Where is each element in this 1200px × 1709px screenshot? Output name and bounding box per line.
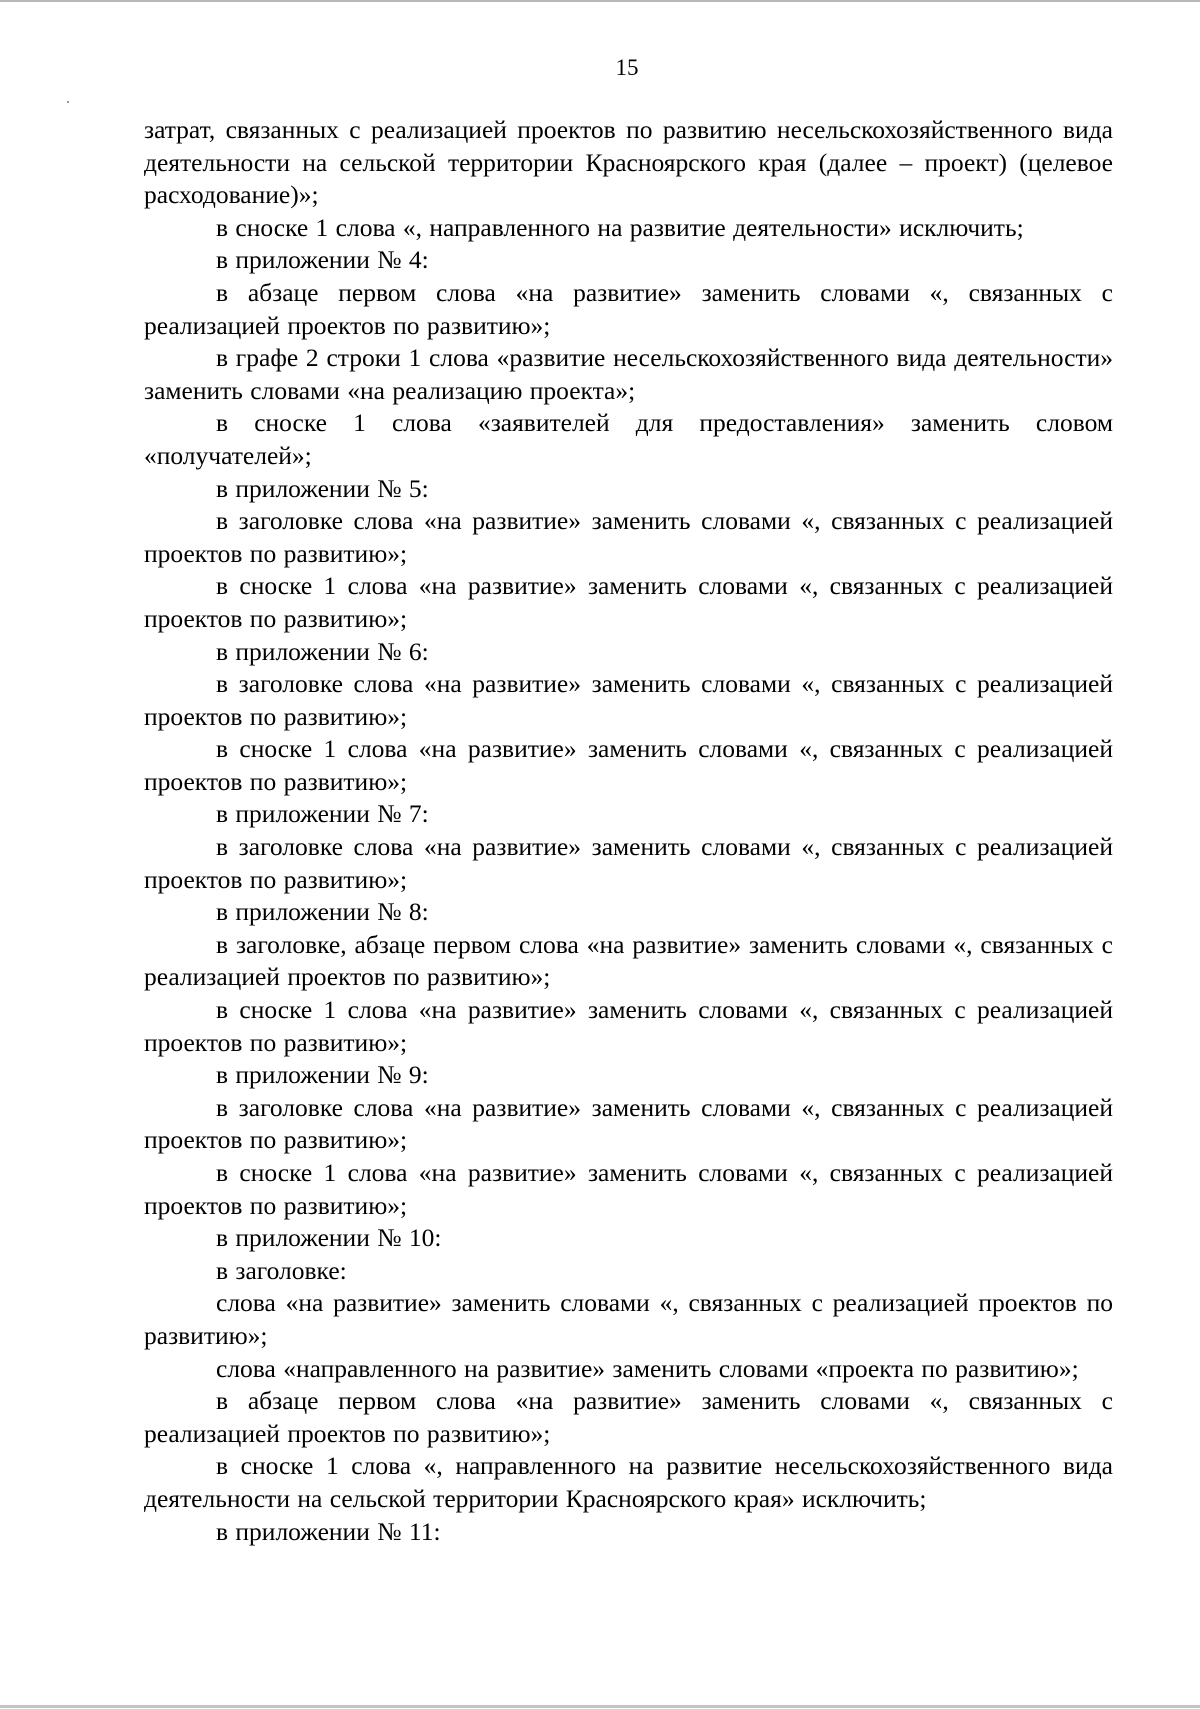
paragraph-appendix-heading: в приложении № 8: (216, 897, 429, 927)
paragraph-continuation: затрат, связанных с реализацией проектов по развитию несельскохозяйственного вида деятельности на сельской территории Красноярского края (далее – проект) (целевое расходование)»; (144, 115, 1113, 210)
paragraph: слова «на развитие» заменить словами «, связанных с реализацией проектов по развитию»; (144, 1288, 1113, 1350)
paragraph-appendix-heading: в приложении № 4: (216, 245, 429, 275)
paragraph: в сноске 1 слова «, направленного на развитие несельскохозяйственного вида деятельности на сельской территории Красноярского края» исключить; (144, 1451, 1113, 1513)
paragraph: в заголовке, абзаце первом слова «на развитие» заменить словами «, связанных с реализацией проектов по развитию»; (144, 929, 1113, 992)
paragraph-appendix-heading: в приложении № 6: (216, 636, 429, 666)
paragraph: в абзаце первом слова «на развитие» заменить словами «, связанных с реализацией проектов по развитию»; (144, 1386, 1113, 1448)
paragraph-appendix-heading: в приложении № 10: (216, 1223, 442, 1253)
paragraph: в сноске 1 слова «на развитие» заменить словами «, связанных с реализацией проектов по развитию»; (144, 995, 1113, 1057)
paragraph: в заголовке слова «на развитие» заменить словами «, связанных с реализацией проектов по развитию»; (144, 832, 1113, 894)
page-number: 15 (615, 55, 639, 80)
paragraph: в заголовке слова «на развитие» заменить словами «, связанных с реализацией проектов по развитию»; (144, 669, 1113, 731)
paragraph: в графе 2 строки 1 слова «развитие несельскохозяйственного вида деятельности» заменить словами «на реализацию проекта»; (144, 343, 1113, 405)
paragraph: в абзаце первом слова «на развитие» заменить словами «, связанных с реализацией проектов по развитию»; (144, 277, 1113, 340)
paragraph-appendix-heading: в приложении № 11: (216, 1516, 441, 1546)
paragraph: в сноске 1 слова «на развитие» заменить словами «, связанных с реализацией проектов по развитию»; (144, 571, 1113, 633)
document-body (144, 114, 1113, 1548)
paragraph-appendix-heading: в приложении № 5: (216, 473, 429, 503)
paragraph: в заголовке: (216, 1255, 347, 1285)
scan-edge-top (0, 0, 1200, 2)
scan-speck (67, 101, 69, 103)
paragraph-appendix-heading: в приложении № 7: (216, 799, 429, 829)
paragraph: в сноске 1 слова «, направленного на развитие деятельности» исключить; (216, 212, 1024, 242)
paragraph: в сноске 1 слова «на развитие» заменить словами «, связанных с реализацией проектов по развитию»; (144, 734, 1113, 796)
paragraph: в сноске 1 слова «заявителей для предоставления» заменить словом «получателей»; (144, 408, 1113, 470)
paragraph-appendix-heading: в приложении № 9: (216, 1060, 429, 1090)
paragraph: в сноске 1 слова «на развитие» заменить словами «, связанных с реализацией проектов по развитию»; (144, 1158, 1113, 1220)
scan-edge-bottom (0, 1705, 1200, 1708)
paragraph: в заголовке слова «на развитие» заменить словами «, связанных с реализацией проектов по развитию»; (144, 506, 1113, 568)
paragraph: слова «направленного на развитие» заменить словами «проекта по развитию»; (216, 1353, 1079, 1383)
paragraph: в заголовке слова «на развитие» заменить словами «, связанных с реализацией проектов по развитию»; (144, 1092, 1113, 1155)
